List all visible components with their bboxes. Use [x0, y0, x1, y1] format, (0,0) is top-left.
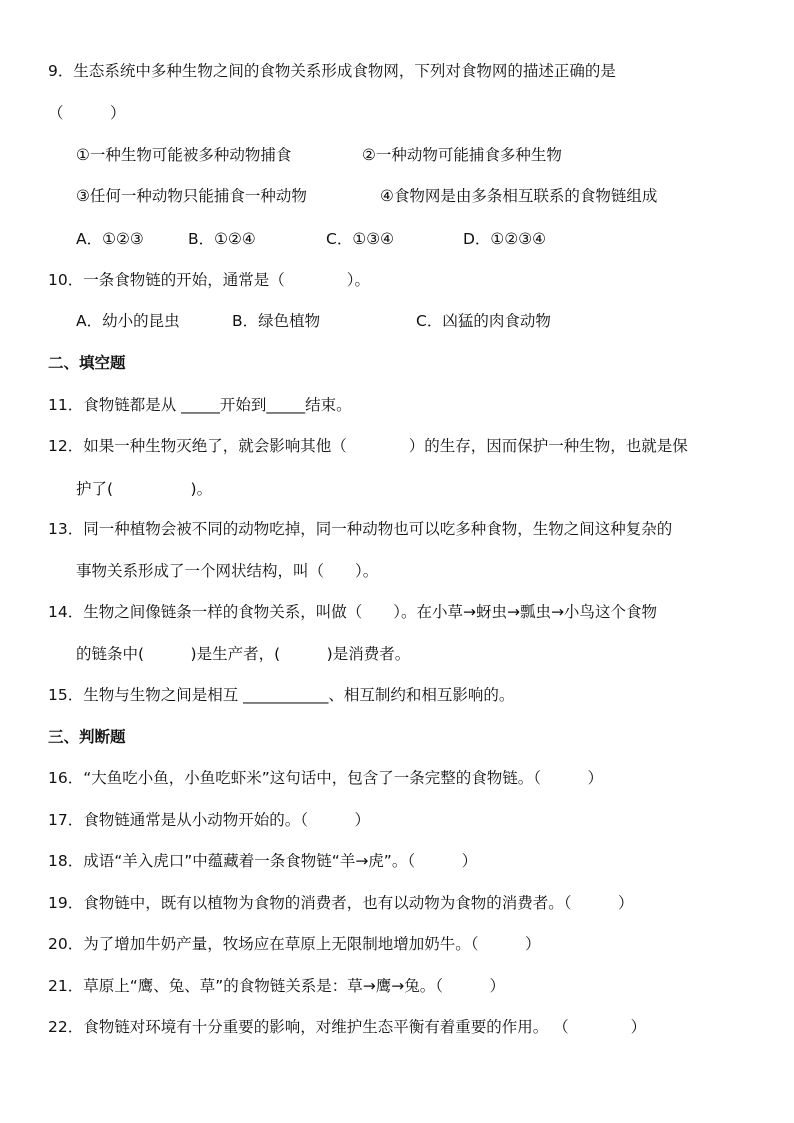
section-true-false-heading: 三、判断题: [48, 728, 126, 746]
q10-option-a: A．幼小的昆虫: [76, 312, 180, 330]
q12-line-1: 12．如果一种生物灭绝了，就会影响其他（ ）的生存，因而保护一种生物，也就是保: [48, 437, 688, 455]
q13-line-2: 事物关系形成了一个网状结构，叫（ ）。: [76, 562, 379, 580]
q9-statement-2: ②一种动物可能捕食多种生物: [362, 146, 562, 164]
q9-option-b: B．①②④: [188, 230, 256, 248]
q9-statement-1: ①一种生物可能被多种动物捕食: [76, 146, 292, 164]
q21: 21．草原上“鹰、兔、草”的食物链关系是：草→鹰→兔。（ ）: [48, 977, 506, 995]
q17: 17．食物链通常是从小动物开始的。（ ）: [48, 811, 370, 829]
q9-statement-3: ③任何一种动物只能捕食一种动物: [76, 187, 307, 205]
section-fill-in-heading: 二、填空题: [48, 354, 126, 372]
q22: 22．食物链对环境有十分重要的影响，对维护生态平衡有着重要的作用。 （ ）: [48, 1018, 647, 1036]
q9-option-d: D．①②③④: [463, 230, 547, 248]
q9-answer-blank: （ ）: [48, 104, 126, 122]
q12-line-2: 护了( )。: [76, 480, 213, 498]
q10-stem: 10．一条食物链的开始，通常是（ ）。: [48, 271, 370, 289]
q10-option-c: C．凶猛的肉食动物: [416, 312, 551, 330]
q11: 11．食物链都是从 _____开始到_____结束。: [48, 396, 352, 414]
q16: 16．“大鱼吃小鱼，小鱼吃虾米”这句话中，包含了一条完整的食物链。（ ）: [48, 769, 604, 787]
q9-statement-4: ④食物网是由多条相互联系的食物链组成: [380, 187, 658, 205]
q19: 19．食物链中，既有以植物为食物的消费者，也有以动物为食物的消费者。（ ）: [48, 894, 634, 912]
q13-line-1: 13．同一种植物会被不同的动物吃掉，同一种动物也可以吃多种食物，生物之间这种复杂的: [48, 520, 673, 538]
q18: 18．成语“羊入虎口”中蕴藏着一条食物链“羊→虎”。（ ）: [48, 852, 478, 870]
q14-line-2: 的链条中( )是生产者，( )是消费者。: [76, 645, 411, 663]
q9-option-c: C．①③④: [326, 230, 395, 248]
q20: 20．为了增加牛奶产量，牧场应在草原上无限制地增加奶牛。（ ）: [48, 935, 541, 953]
q14-line-1: 14．生物之间像链条一样的食物关系，叫做（ ）。在小草→蚜虫→瓢虫→小鸟这个食物: [48, 603, 657, 621]
q15: 15．生物与生物之间是相互 ___________、相互制约和相互影响的。: [48, 686, 515, 704]
q9-option-a: A．①②③: [76, 230, 144, 248]
q10-option-b: B．绿色植物: [232, 312, 321, 330]
q9-stem: 9．生态系统中多种生物之间的食物关系形成食物网，下列对食物网的描述正确的是: [48, 62, 616, 80]
